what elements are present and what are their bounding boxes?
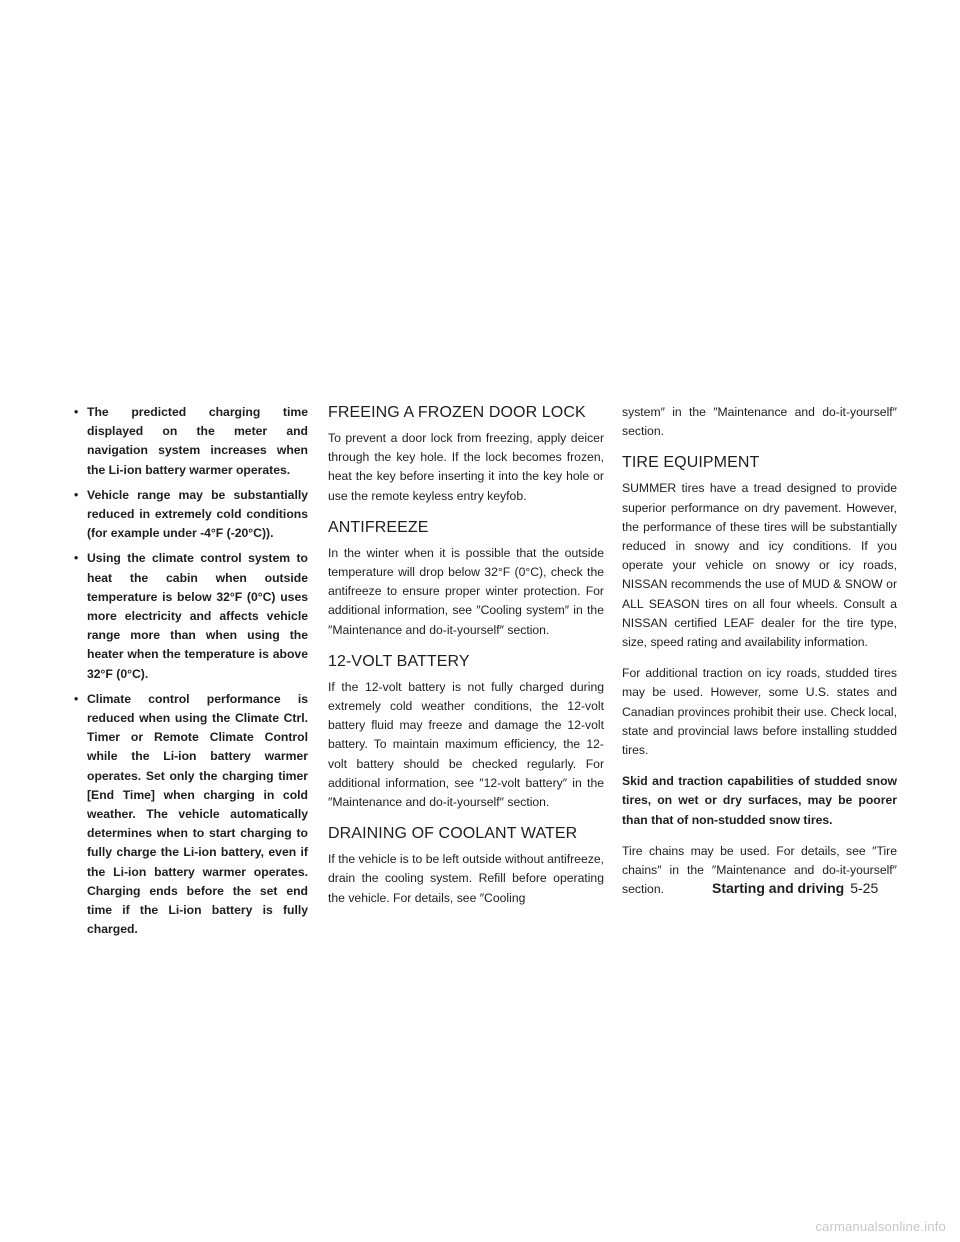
bullet-item: • Using the climate control system to heat the cabin when outside temperature is below 32°F (0°C) uses more electricity and affects vehicle range more than when using the heater when the temperature is above 32°F (0°C). — [74, 551, 308, 681]
page-footer — [712, 878, 912, 898]
paragraph-tire-chains: Tire chains may be used. For details, see ″Tire chains″ in the ″Maintenance and do-it-yourself″ section. — [622, 843, 897, 897]
heading-draining-coolant: DRAINING OF COOLANT WATER — [328, 825, 578, 843]
paragraph-coolant-continued: system″ in the ″Maintenance and do-it-yourself″ section. — [622, 405, 897, 439]
paragraph-draining-coolant: If the vehicle is to be left outside without antifreeze, drain the cooling system. Refill before operating the vehicle. For details, see ″Cooling — [328, 852, 604, 905]
paragraph-antifreeze: In the winter when it is possible that the outside temperature will drop below 32°F (0°C), check the antifreeze to ensure proper winter protection. For additional information, see ″Cooling system″ in the ″Maintenance and do-it-yourself″ section. — [328, 545, 604, 637]
paragraph-frozen-door-lock: To prevent a door lock from freezing, apply deicer through the key hole. If the lock becomes frozen, heat the key before inserting it into the key hole or use the remote keyless entry keyfob. — [328, 431, 604, 503]
bullet-item: • Climate control performance is reduced when using the Climate Ctrl. Timer or Remote Climate Control while the Li-ion battery warmer operates. Set only the charging timer [End Time] when charging in cold weather. The vehicle automatically determines when to start charging to fully charge the Li-ion battery, even if the Li-ion battery warmer operates. Charging ends before the set end time if the Li-ion battery is fully charged. — [74, 691, 308, 937]
warning-bullet-list — [72, 403, 308, 939]
column-middle — [328, 403, 604, 920]
section-title: Starting and driving — [712, 880, 845, 896]
page-number: 5-25 — [850, 880, 879, 896]
column-left — [72, 403, 308, 945]
paragraph-studded-tires: For additional traction on icy roads, studded tires may be used. However, some U.S. states and Canadian provinces prohibit their use. Check local, state and provincial laws before installing studded tires. — [622, 666, 897, 758]
watermark: carmanualsonline.info — [815, 1219, 946, 1234]
paragraph-studded-warning: Skid and traction capabilities of studded snow tires, on wet or dry surfaces, may be poorer than that of non-studded snow tires. — [622, 774, 897, 827]
heading-12-volt-battery: 12-VOLT BATTERY — [328, 652, 470, 670]
heading-tire-equipment: TIRE EQUIPMENT — [622, 454, 760, 472]
column-right — [622, 403, 897, 911]
heading-antifreeze: ANTIFREEZE — [328, 518, 429, 536]
heading-frozen-door-lock: FREEING A FROZEN DOOR LOCK — [328, 404, 586, 421]
bullet-item: • Vehicle range may be substantially reduced in extremely cold conditions (for example under -4°F (-20°C)). — [74, 487, 308, 541]
paragraph-summer-tires: SUMMER tires have a tread designed to provide superior performance on dry pavement. However, the performance of these tires will be substantially reduced in snowy and icy conditions. If you operate your vehicle on snowy or icy roads, NISSAN recommends the use of MUD & SNOW or ALL SEASON tires on all four wheels. Consult a NISSAN certified LEAF dealer for the tire type, size, speed rating and availability information. — [622, 481, 897, 650]
bullet-item: • The predicted charging time displayed on the meter and navigation system increases when the Li-ion battery warmer operates. — [74, 405, 308, 477]
paragraph-12-volt-battery: If the 12-volt battery is not fully charged during extremely cold weather conditions, the 12-volt battery fluid may freeze and damage the 12-volt battery. To maintain maximum efficiency, the 12-volt battery should be checked regularly. For additional information, see ″12-volt battery″ in the ″Maintenance and do-it-yourself″ section. — [328, 679, 604, 810]
